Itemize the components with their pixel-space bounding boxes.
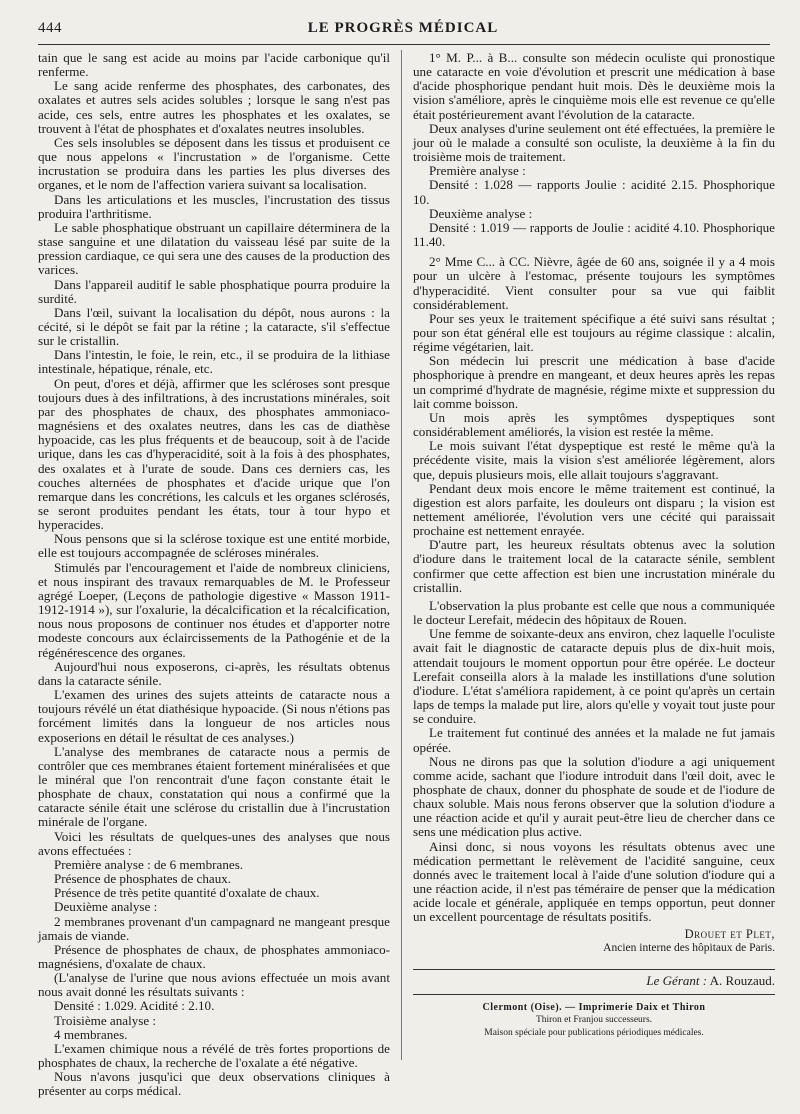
paragraph: 2 membranes provenant d'un campagnard ne mangeant presque jamais de viande.	[38, 913, 390, 943]
paragraph: L'examen des urines des sujets atteints de cataracte nous a toujours révélé un état diathésique hypoacide. (Si nous n'étions pas forcément limités dans la longueur de nos articles nous exposerions en détail le résultat de ces analyses.)	[38, 687, 390, 745]
paragraph: Densité : 1.028 — rapports Joulie : acidité 2.15. Phosphorique 10.	[413, 177, 775, 207]
paragraph: L'examen chimique nous a révélé de très fortes proportions de phosphates de chaux, la recherche de l'oxalate a été négative.	[38, 1040, 390, 1071]
right-column	[413, 51, 775, 1040]
paragraph: Troisième analyse :	[54, 1012, 157, 1028]
paragraph: Dans les articulations et les muscles, l'incrustation des tissus produira l'arthritisme.	[38, 191, 390, 221]
paragraph: Ainsi donc, si nous voyons les résultats obtenus avec une médication permettant le relèvement de l'acidité sanguine, ceux donnés avec le traitement local à l'aide d'une solution d'iodure qui a une réaction acide, il n'est pas téméraire de penser que la médication acide locale et générale, appliquée en temps opportun, peut donner un excellent pourcentage de résultats positifs.	[413, 838, 775, 925]
printer-imprint	[413, 1001, 775, 1040]
paragraph: (L'analyse de l'urine que nous avions effectuée un mois avant nous avait donné les résultats suivants :	[38, 970, 390, 1000]
paragraph: Ces sels insolubles se déposent dans les tissus et produisent ce que nous appelons « l'incrustation » de l'organisme. Cette incrustation se produira dans les parties les plus diverses des organes, et le nom de l'affection variera suivant sa localisation.	[38, 134, 390, 193]
signature-role: Ancien interne des hôpitaux de Paris.	[603, 941, 775, 954]
paragraph: Aujourd'hui nous exposerons, ci-après, les résultats obtenus dans la cataracte sénile.	[38, 658, 390, 688]
paragraph: 4 membranes.	[54, 1026, 128, 1042]
paragraph: Deuxième analyse :	[429, 205, 533, 221]
paragraph: L'analyse des membranes de cataracte nous a permis de contrôler que ces membranes étaient fortement minéralisées et que le minéral que l'on rencontrait d'une façon constante était le phosphate de chaux, constatation qui nous a confirmé que la cataracte sénile était une sclérose du cristallin due à l'incrustation minérale de l'organe.	[38, 743, 390, 830]
paragraph: Voici les résultats de quelques-unes des analyses que nous avons effectuées :	[38, 828, 390, 858]
left-column	[38, 51, 390, 1099]
imprint-line-2: Thiron et Franjou successeurs.	[535, 1015, 653, 1025]
imprint-line-1: Clermont (Oise). — Imprimerie Daix et Thiron	[482, 1002, 706, 1013]
paragraph: Nous ne dirons pas que la solution d'iodure a agi uniquement comme acide, sachant que l'iodure introduit dans l'œil doit, avec le phosphate de chaux, donner du phosphate de soude et de l'iodure de chaux soluble. Mais nous ferons observer que la solution d'iodure a une réaction acide et qu'il y aurait peut-être lieu de chercher dans ce sens une médication plus active.	[413, 753, 775, 840]
paragraph: Le sable phosphatique obstruant un capillaire déterminera de la stase sanguine et une dilatation du vaisseau lésé par suite de la pression cardiaque, ce qui sera une des causes de la production des varices.	[38, 219, 390, 278]
paragraph: Son médecin lui prescrit une médication à base d'acide phosphorique à prendre en mangeant, et deux heures après les repas un comprimé d'hydrate de magnésie, régime mixte et suppression du lait comme boisson.	[413, 353, 775, 411]
paragraph: Première analyse : de 6 membranes.	[54, 856, 244, 872]
imprint-rule	[413, 994, 775, 995]
paragraph: Le sang acide renferme des phosphates, des carbonates, des oxalates et autres sels acides solubles ; lorsque le sang n'est pas acide, ces sels, entre autres les phosphates et les oxalates, se trouvent à l'état de phosphates et d'oxalates neutres insolubles.	[38, 78, 390, 136]
paragraph: L'observation la plus probante est celle que nous a communiquée le docteur Lerefait, médecin des hôpitaux de Rouen.	[413, 597, 775, 628]
paragraph: tain que le sang est acide au moins par l'acide carbonique qu'il renferme.	[38, 50, 390, 80]
journal-title: LE PROGRÈS MÉDICAL	[307, 20, 499, 36]
header-rule	[38, 44, 770, 45]
paragraph: Densité : 1.019 — rapports de Joulie : acidité 4.10. Phosphorique 11.40.	[413, 219, 775, 250]
paragraph: Pour ses yeux le traitement spécifique a été suivi sans résultat ; pour son état général elle est toujours au régime classique : alcalin, régime végétarien, lait.	[413, 310, 775, 355]
paragraph: 1° M. P... à B... consulte son médecin oculiste qui pronostique une cataracte en voie d'évolution et prescrit une médication à base d'acide phosphorique pendant huit mois. Dès le deuxième mois la vision s'améliore, après le cinquième mois elle est revenue ce qu'elle était postérieurement avant l'évolution de la cataracte.	[413, 50, 775, 122]
paragraph: Dans l'intestin, le foie, le rein, etc., il se produira de la lithiase intestinale, hépatique, rénale, etc.	[38, 347, 390, 377]
footer-rule	[413, 969, 775, 970]
paragraph: Présence de phosphates de chaux, de phosphates ammoniaco-magnésiens, d'oxalate de chaux.	[38, 941, 390, 971]
gerant-name: A. Rouzaud.	[709, 972, 775, 988]
paragraph: Le mois suivant l'état dyspeptique est resté le même qu'à la précédente visite, mais la vision s'est améliorée légèrement, alors que, depuis plusieurs mois, elle allait toujours s'aggravant.	[413, 438, 775, 482]
gerant-label: Le Gérant :	[646, 972, 708, 988]
page-number: 444	[38, 20, 62, 36]
article-signature	[413, 927, 775, 955]
paragraph: Densité : 1.029. Acidité : 2.10.	[54, 998, 215, 1014]
paragraph: D'autre part, les heureux résultats obtenus avec la solution d'iodure dans le traitement local de la cataracte sénile, semblent confirmer que cette affection est bien une incrustation minérale du cristallin.	[413, 537, 775, 595]
paragraph: Stimulés par l'encouragement et l'aide de nombreux cliniciens, et nous inspirant des travaux remarquables de M. le Professeur agrégé Loeper, (Leçons de pathologie digestive « Masson 1911-1912-1914 »), sur l'oxalurie, la décalcification et la récalcification, nous nous proposons de continuer nos études et d'apporter notre modeste concours aux éclaircissements de la Pathogénie et de la régénérescence des organes.	[38, 559, 390, 660]
imprint-line-3: Maison spéciale pour publications périodiques médicales.	[484, 1028, 704, 1038]
paragraph: Première analyse :	[429, 163, 526, 179]
paragraph: Dans l'appareil auditif le sable phosphatique pourra produire la surdité.	[38, 276, 390, 306]
paragraph: Présence de très petite quantité d'oxalate de chaux.	[54, 885, 320, 901]
paragraph: Le traitement fut continué des années et la malade ne fut jamais opérée.	[413, 725, 775, 755]
paragraph: Nous n'avons jusqu'ici que deux observations cliniques à présenter au corps médical.	[38, 1069, 390, 1099]
paragraph: Pendant deux mois encore le même traitement est continué, la digestion est alors parfaite, les douleurs ont disparu ; la vision est nettement améliorée, l'évolution vers une cécité qui paraissait prochaine est nettement enrayée.	[413, 480, 775, 539]
paragraph: Deux analyses d'urine seulement ont été effectuées, la première le jour où le malade a consulté son oculiste, la deuxième à la fin du troisième mois de traitement.	[413, 120, 775, 165]
paragraph: 2° Mme C... à CC. Nièvre, âgée de 60 ans, soignée il y a 4 mois pour un ulcère à l'estomac, présente toujours les symptômes d'hyperacidité. Vient consulter pour sa vue qui faiblit considérablement.	[413, 254, 775, 312]
signature-authors: Drouet et Plet,	[684, 926, 775, 941]
gerant-line	[413, 974, 775, 988]
column-divider	[401, 50, 402, 1060]
paragraph: Dans l'œil, suivant la localisation du dépôt, nous aurons : la cécité, si le dépôt se fait par la rétine ; la cataracte, s'il s'effectue sur le cristallin.	[38, 304, 390, 349]
paragraph: Deuxième analyse :	[54, 899, 158, 915]
paragraph: Un mois après les symptômes dyspeptiques sont considérablement améliorés, la vision est restée la même.	[413, 409, 775, 440]
paragraph: Nous pensons que si la sclérose toxique est une entité morbide, elle est toujours accompagnée de scléroses minérales.	[38, 531, 390, 561]
page-header	[38, 20, 768, 42]
paragraph: Une femme de soixante-deux ans environ, chez laquelle l'oculiste avait fait le diagnostic de cataracte depuis plus de dix-huit mois, attendait toujours le moment opportun pour être opérée. Le docteur Lerefait conseilla alors à la malade les instillations d'une solution d'iodure. L'état s'améliora rapidement, à ce point qu'après un certain laps de temps la malade put lire, alors qu'elle y voyait tout juste pour se conduire.	[413, 626, 775, 727]
paragraph: Présence de phosphates de chaux.	[54, 871, 232, 887]
paragraph: On peut, d'ores et déjà, affirmer que les scléroses sont presque toujours dues à des infiltrations, à des incrustations minérales, soit par des phosphates de chaux, des phosphates ammoniaco-magnésiens et des oxalates neutres, dans les cas de diathèse hypoacide, cas les plus fréquents et de beaucoup, soit à de l'acide urique, dans les cas d'hyperacidité, soit à la fois à des phosphates, des oxalates et à l'urate de soude. Dans ces derniers cas, les couches alternées de phosphates et d'acide urique que l'on remarque dans les concrétions, les calculs et les organes sclérosés, se seront produites pendant les états, tour à tour hypo et hyperacides.	[38, 375, 390, 533]
